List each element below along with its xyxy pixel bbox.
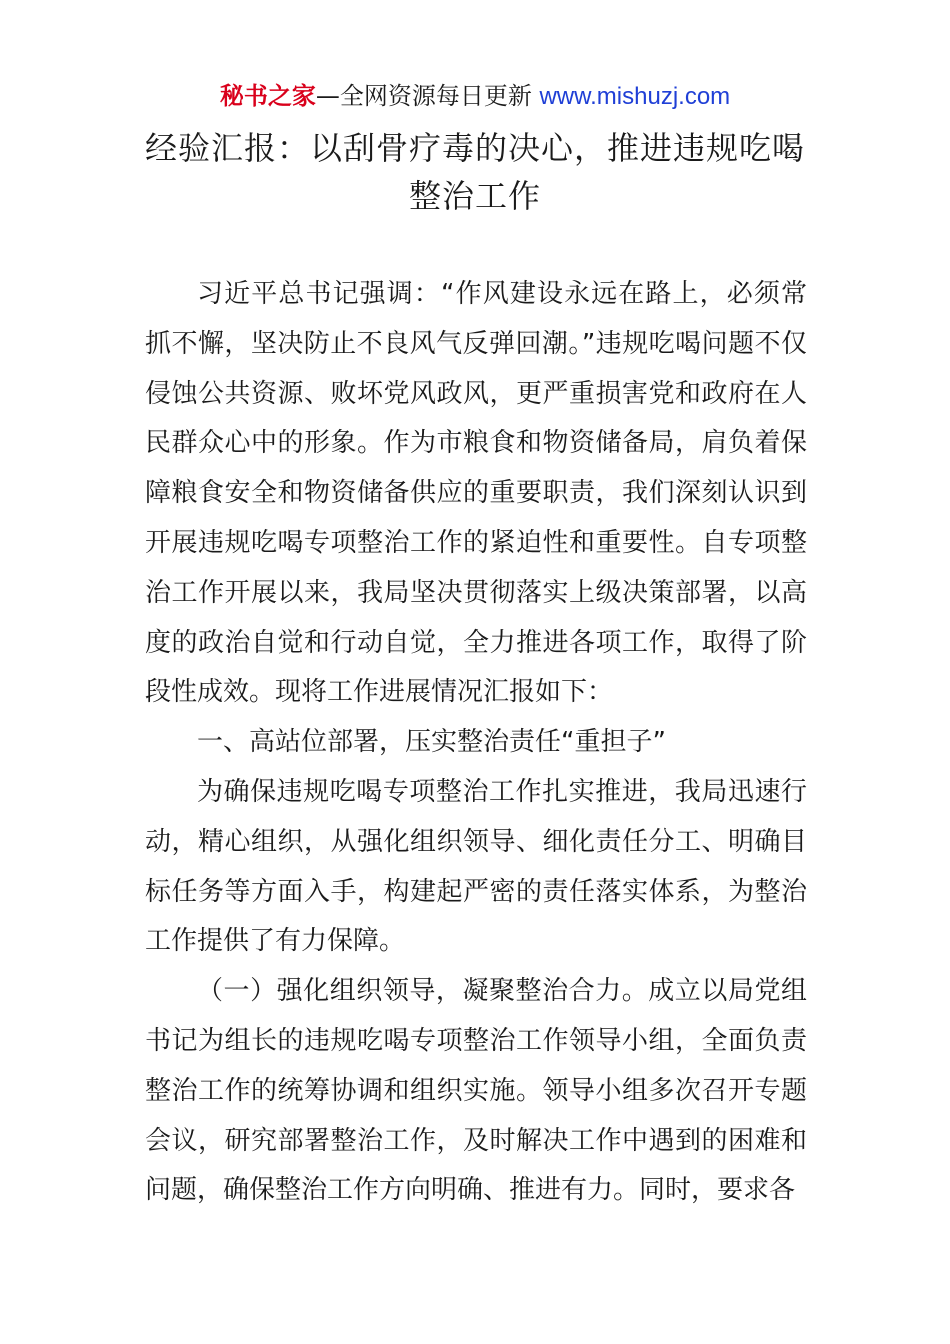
site-header bbox=[0, 80, 950, 113]
document-body bbox=[145, 270, 807, 1216]
site-brand: 秘书之家 bbox=[219, 82, 316, 110]
paragraph-intro: 习近平总书记强调：“作风建设永远在路上，必须常抓不懈，坚决防止不良风气反弹回潮。”违规吃喝问题不仅侵蚀公共资源、败坏党风政风，更严重损害党和政府在人民群众心中的形象。作为市粮食和物资储备局，肩负着保障粮食安全和物资储备供应的重要职责，我们深刻认识到开展违规吃喝专项整治工作的紧迫性和重要性。自专项整治工作开展以来，我局坚决贯彻落实上级决策部署，以高度的政治自觉和行动自觉，全力推进各项工作，取得了阶段性成效。现将工作进展情况汇报如下： bbox=[145, 279, 807, 708]
section-heading-1: 一、高站位部署，压实整治责任“重担子” bbox=[197, 727, 666, 758]
site-url-link[interactable]: www.mishuzj.com bbox=[539, 83, 731, 110]
document-title: 经验汇报：以刮骨疗毒的决心，推进违规吃喝整治工作 bbox=[144, 129, 805, 215]
paragraph-section-1: 为确保违规吃喝专项整治工作扎实推进，我局迅速行动，精心组织，从强化组织领导、细化责任分工、明确目标任务等方面入手，构建起严密的责任落实体系，为整治工作提供了有力保障。 bbox=[145, 776, 807, 957]
site-tagline: —全网资源每日更新 bbox=[315, 82, 540, 110]
paragraph-subsection-1: （一）强化组织领导，凝聚整治合力。成立以局党组书记为组长的违规吃喝专项整治工作领导小组，全面负责整治工作的统筹协调和组织实施。领导小组多次召开专题会议，研究部署整治工作，及时解决工作中遇到的困难和问题，确保整治工作方向明确、推进有力。同时，要求各 bbox=[145, 976, 807, 1206]
